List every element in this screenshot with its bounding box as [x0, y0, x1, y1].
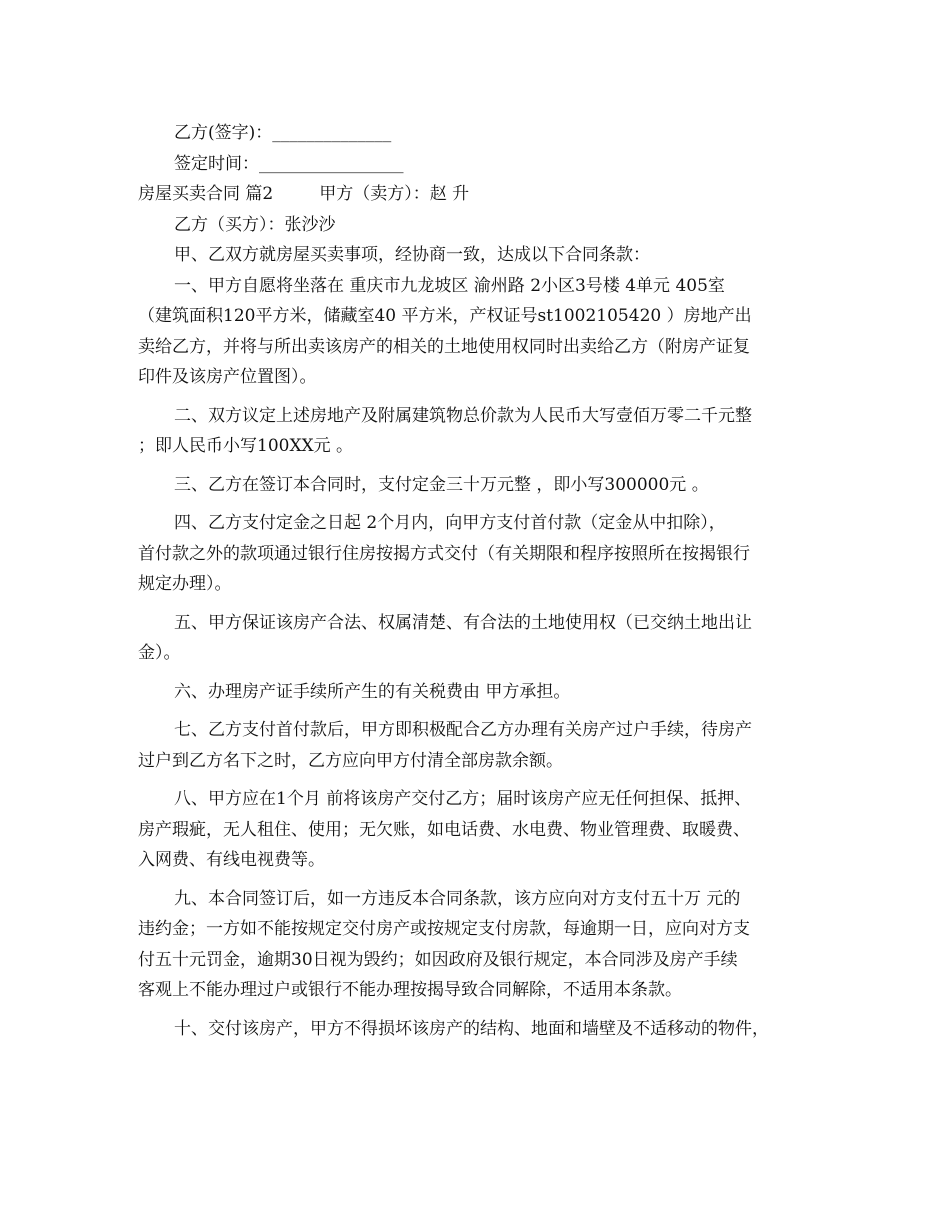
- paragraph-line: 付五十元罚金，逾期30日视为毁约；如因政府及银行规定，本合同涉及房产手续: [138, 949, 738, 970]
- party-b-signature-line: 乙方(签字)：______________: [174, 123, 392, 143]
- preamble: 甲、乙双方就房屋买卖事项，经协商一致，达成以下合同条款：: [174, 245, 650, 265]
- clause-2: [138, 401, 818, 462]
- paragraph-line: ；即人民币小写100XX元 。: [138, 436, 354, 456]
- paragraph-line: 首付款之外的款项通过银行住房按揭方式交付（有关期限和程序按照所在按揭银行: [138, 543, 750, 564]
- paragraph-line: 九、本合同签订后，如一方违反本合同条款，该方应向对方支付五十万 元的: [174, 888, 741, 909]
- paragraph-line: 规定办理）。: [138, 574, 232, 594]
- paragraph-line: 五、甲方保证该房产合法、权属清楚、有合法的土地使用权（已交纳土地出让: [174, 612, 752, 633]
- paragraph-line: 客观上不能办理过户或银行不能办理按揭导致合同解除，不适用本条款。: [138, 980, 682, 1000]
- paragraph-line: 七、乙方支付首付款后，甲方即积极配合乙方办理有关房产过户手续，待房产: [174, 720, 752, 740]
- contract-title: 房屋买卖合同 篇2: [138, 184, 274, 204]
- paragraph-line: 一、甲方自愿将坐落在 重庆市九龙坡区 渝州路 2小区3号楼 4单元 405室: [174, 275, 725, 296]
- clause-4: [138, 508, 818, 600]
- clause-8: [138, 784, 818, 876]
- contract-text: [138, 118, 818, 1044]
- paragraph-line: 过户到乙方名下之时，乙方应向甲方付清全部房款余额。: [138, 750, 563, 771]
- clause-3: [138, 470, 818, 501]
- paragraph-line: 房产瑕疵，无人租住、使用；无欠账，如电话费、水电费、物业管理费、取暖费、: [138, 819, 750, 840]
- paragraph-line: 八、甲方应在1个月 前将该房产交付乙方；届时该房产应无任何担保、抵押、: [174, 789, 752, 809]
- signing-date-line: 签定时间：_________________: [174, 153, 404, 174]
- paragraph-line: 六、办理房产证手续所产生的有关税费由 甲方承担。: [174, 681, 571, 702]
- party-b-buyer: 乙方（买方）：张沙沙: [174, 214, 336, 235]
- paragraph-line: （建筑面积120平方米，储藏室40 平方米，产权证号st1002105420 ）房地产出: [138, 306, 752, 326]
- paragraph-line: 四、乙方支付定金之日起 2个月内，向甲方支付首付款（定金从中扣除），: [174, 513, 726, 533]
- clause-7: [138, 715, 818, 776]
- paragraph-line: 卖给乙方，并将与所出卖该房产的相关的土地使用权同时出卖给乙方（附房产证复: [138, 336, 750, 357]
- paragraph-line: 印件及该房产位置图）。: [138, 367, 317, 387]
- paragraph-line: 三、乙方在签订本合同时，支付定金三十万元整 ，即小写300000元 。: [174, 474, 709, 495]
- paragraph-line: 二、双方议定上述房地产及附属建筑物总价款为人民币大写壹佰万零二千元整: [174, 405, 752, 426]
- paragraph-line: 入网费、有线电视费等。: [138, 850, 325, 870]
- contract-heading-row: [138, 179, 818, 210]
- paragraph-line: 十、交付该房产，甲方不得损坏该房产的结构、地面和墙壁及不适移动的物件，: [174, 1018, 769, 1039]
- paragraph-line: 金）。: [138, 643, 181, 663]
- party-a-seller: 甲方（卖方）：赵 升: [319, 184, 470, 204]
- clause-1: [138, 271, 818, 393]
- clause-6: [138, 677, 818, 708]
- clause-5: [138, 608, 818, 669]
- clause-10: [138, 1014, 818, 1045]
- paragraph-line: 违约金；一方如不能按规定交付房产或按规定支付房款，每逾期一日，应向对方支: [138, 919, 750, 939]
- clause-9: [138, 884, 818, 1006]
